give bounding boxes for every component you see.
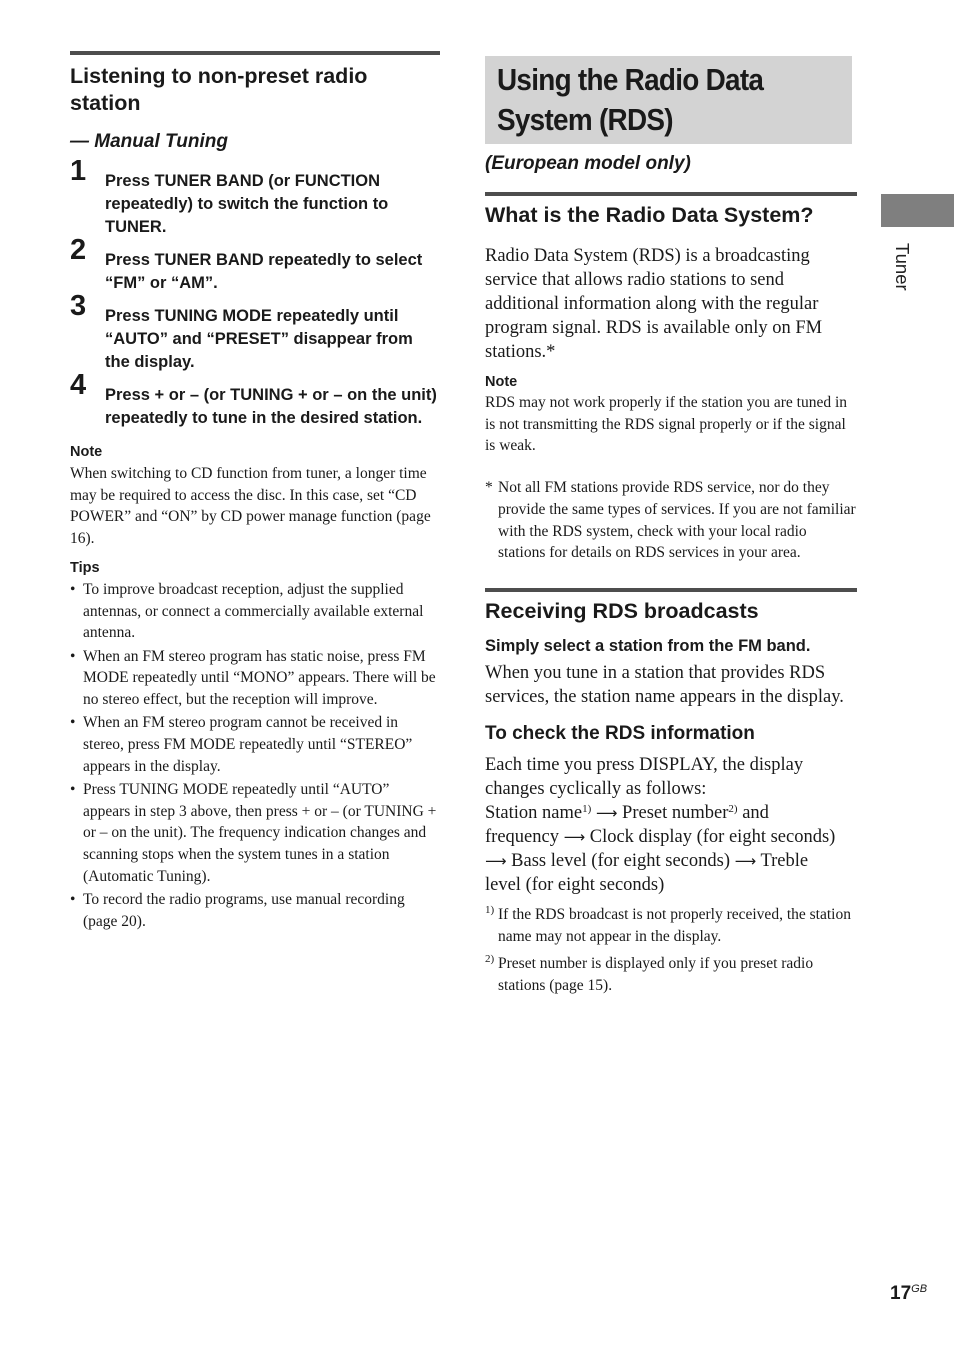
list-item: • To improve broadcast reception, adjust the supplied antennas, or connect a commercially available external antenna. [70, 579, 440, 644]
chapter-subtitle: (European model only) [485, 153, 691, 174]
step-item [70, 234, 440, 295]
footnote [485, 477, 857, 564]
section-heading: What is the Radio Data System? [485, 203, 814, 227]
footnote [485, 953, 857, 996]
seq-item: Treble [760, 850, 809, 871]
step-number: 1 [70, 155, 87, 187]
footnote-text: If the RDS broadcast is not properly received, the station name may not appear in the display. [498, 905, 851, 945]
step-item [70, 155, 440, 239]
arrow-icon: ⟶ [734, 851, 757, 870]
section-subtitle: — Manual Tuning [70, 131, 228, 152]
section-heading: Listening to non-preset radio station [70, 64, 368, 115]
section-rule [70, 51, 440, 55]
footnote-mark: 2) [485, 953, 495, 966]
footnote-mark: 1) [485, 903, 495, 916]
chapter-title-line: System (RDS) [497, 102, 673, 137]
list-item: • Press TUNING MODE repeatedly until “AUTO” appears in step 3 above, then press + or – (or TUNING + or – on the unit). The frequency indication changes and scanning stops when the system tunes in a station (Automatic Tuning). [70, 779, 440, 888]
tips-list [70, 579, 440, 933]
seq-item: level (for eight seconds) [485, 874, 665, 895]
steps-list [70, 155, 440, 430]
footnote-ref: 1) [582, 802, 592, 815]
section-rule [485, 192, 857, 196]
step-item [70, 369, 440, 430]
step-number: 3 [70, 290, 87, 322]
seq-item: Bass level (for eight seconds) [511, 850, 730, 871]
check-intro: Each time you press DISPLAY, the display changes cyclically as follows: [485, 754, 804, 799]
note-text: RDS may not work properly if the station you are tuned in is not transmitting the RDS signal properly or if the signal is weak. [485, 394, 848, 455]
step-text: Press + or – (or TUNING + or – on the unit) repeatedly to tune in the desired station. [105, 386, 437, 427]
note-label: Note [485, 374, 518, 390]
page-number-value: 17 [890, 1283, 912, 1304]
tips-label: Tips [70, 559, 100, 576]
body-paragraph: When you tune in a station that provides RDS services, the station name appears in the display. [485, 662, 844, 707]
footnote-text: Preset number is displayed only if you preset radio stations (page 15). [498, 955, 814, 995]
seq-connector: and [742, 802, 769, 823]
step-text: Press TUNING MODE repeatedly until “AUTO” and “PRESET” disappear from the display. [105, 307, 413, 371]
step-text: Press TUNER BAND (or FUNCTION repeatedly) to switch the function to TUNER. [105, 172, 389, 236]
right-column [485, 56, 857, 997]
footnote-text: Not all FM stations provide RDS service, nor do they provide the same types of services. If you are not familiar with the RDS system, check with your local radio stations for details on RDS services in your area. [498, 479, 856, 562]
arrow-icon: ⟶ [485, 851, 507, 870]
step-text: Press TUNER BAND repeatedly to select “FM” or “AM”. [105, 251, 423, 292]
arrow-icon: ⟶ [563, 827, 586, 846]
step-number: 2 [70, 234, 87, 266]
step-number: 4 [70, 369, 87, 401]
instruction: Simply select a station from the FM band. [485, 636, 811, 655]
note-text: When switching to CD function from tuner, a longer time may be required to access the disc. In this case, set “CD POWER” and “ON” by CD power manage function (page 16). [70, 465, 431, 548]
footnote-ref: 2) [728, 802, 738, 815]
arrow-icon: ⟶ [595, 803, 618, 822]
section-heading: Receiving RDS broadcasts [485, 598, 759, 623]
page-number [890, 1283, 927, 1305]
side-tab-label: Tuner [892, 243, 913, 291]
seq-item: Preset number [622, 802, 729, 823]
section-rule [485, 588, 857, 592]
footnote [485, 904, 857, 947]
left-column [70, 51, 440, 934]
footnote-mark: * [485, 479, 493, 497]
chapter-title-line: Using the Radio Data [497, 62, 764, 97]
seq-item: Clock display (for eight seconds) [589, 826, 836, 847]
seq-item: frequency [485, 826, 559, 847]
note-label: Note [70, 444, 103, 460]
step-item [70, 290, 440, 374]
chapter-title-box [485, 56, 852, 144]
body-paragraph [485, 753, 857, 897]
list-item: • When an FM stereo program cannot be received in stereo, press FM MODE repeatedly until “STEREO” appears in the display. [70, 712, 440, 777]
subsection-heading: To check the RDS information [485, 722, 755, 744]
body-paragraph: Radio Data System (RDS) is a broadcasting service that allows radio stations to send additional information along with the regular program signal. RDS is available only on FM stations.* [485, 246, 823, 362]
side-tab-marker [881, 194, 954, 227]
seq-item: Station name [485, 802, 583, 823]
list-item: • To record the radio programs, use manual recording (page 20). [70, 889, 440, 932]
page-number-suffix: GB [911, 1283, 928, 1295]
list-item: • When an FM stereo program has static noise, press FM MODE repeatedly until “MONO” appears. There will be no stereo effect, but the reception will improve. [70, 646, 440, 711]
